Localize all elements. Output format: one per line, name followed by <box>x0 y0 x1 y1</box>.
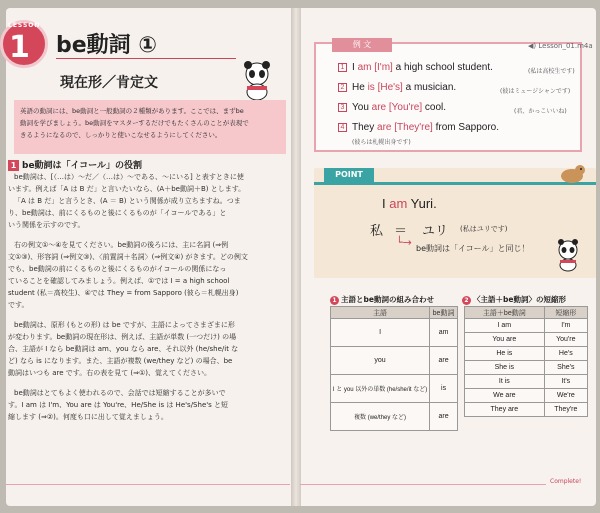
footer-line <box>6 484 290 485</box>
section-title: be動詞は「イコール」の役割 <box>22 161 143 171</box>
body-line: be動詞はとてもよく使われるので、会話では短縮することが多いで <box>14 389 226 397</box>
body-line: います。例えば「A は B だ」と言いたいなら、(A＋be動詞＋B) とします。 <box>8 185 246 193</box>
body-line: が変わります。be動詞の現在形は、例えば、主語が単数 (一つだけ) の場 <box>8 333 237 341</box>
example-translation: (彼らは札幌出身です) <box>352 139 411 146</box>
subject-be-table: 主語 be動詞 I am you are I と you 以外の単数 (he/she/it など) is 複数 (we/they など) are <box>330 306 458 431</box>
contraction-table: 主語＋be動詞 短縮形 I am I'm You are You're He is He's She is She's It is It's We are We're They are They're <box>464 306 588 417</box>
panda-icon <box>240 60 274 100</box>
body-line: 合、主語が I なら be動詞は am、you なら are、それ以外 (he/she/it な <box>8 345 239 353</box>
body-line: す。I am は I'm、You are は You're、He/She is は He's/She's と短 <box>8 401 229 409</box>
panda-icon <box>554 238 582 272</box>
page-title: be動詞 ① <box>56 33 157 58</box>
example-translation: (私は高校生です) <box>528 68 575 75</box>
equals-sign: ＝ <box>394 223 408 238</box>
footer-line <box>300 484 546 485</box>
point-english: I am Yuri. <box>382 196 437 211</box>
body-line: student (私＝高校生)、④では They = from Sapporo (彼ら＝札幌出身) <box>8 289 239 297</box>
page-subtitle: 現在形／肯定文 <box>60 75 158 91</box>
body-line: 右の例文①～④を見てください。be動詞の後ろには、主に名詞 (⇒例 <box>14 241 229 249</box>
body-line: 文①③)、形容詞 (⇒例文③)、〈前置詞＋名詞〉(⇒例文④) がきます。どの例文 <box>8 253 248 261</box>
example-label: 例 文 <box>332 38 392 52</box>
example-sentence: 3 You are [You're] cool. <box>338 102 446 113</box>
lesson-label: LESSON <box>8 22 41 29</box>
section-heading <box>8 158 142 171</box>
example-translation: (彼はミュージシャンです) <box>500 88 571 95</box>
intro-line: 動詞を学びましょう。be動詞をマスターするだけでもたくさんのことが表現で <box>20 119 249 127</box>
intro-line: きるようになるので、しっかりと使いこなせるようにしてください。 <box>20 131 222 139</box>
section-number: 1 <box>8 160 19 171</box>
point-jp-name: ユリ <box>422 223 449 238</box>
table2-heading: 2 〈主語＋be動詞〉の短縮形 <box>462 294 566 305</box>
arrow-icon: └→ <box>396 236 412 249</box>
body-line: be動詞は、[（…は）～だ／（…は）～である、～にいる] と表すときに使 <box>14 173 244 181</box>
body-line: でも、be動詞の前にくるものと後にくるものがイコールの関係になっ <box>8 265 227 273</box>
dog-icon <box>558 162 586 184</box>
example-box <box>314 42 582 152</box>
example-sentence: 2 He is [He's] a musician. <box>338 82 456 93</box>
title-underline <box>56 58 236 59</box>
body-line: り、be動詞は、前にくるものと後にくるものが「イコールである」と <box>8 209 227 217</box>
body-line: いう関係を示すのです。 <box>8 221 85 229</box>
point-arrow-text: be動詞は「イコール」と同じ！ <box>416 244 530 253</box>
book-gutter <box>291 8 301 506</box>
example-translation: (君、かっこいいね) <box>514 108 567 115</box>
body-line: 「A は B だ」と言うとき、(A ＝ B) という関係が成り立ちますね。つま <box>14 197 241 205</box>
point-jp-note: (私はユリです) <box>460 225 508 233</box>
body-line: ていることを確認してみましょう。例えば、①では I = a high school <box>8 277 230 285</box>
example-sentence: 1 I am [I'm] a high school student. <box>338 62 493 73</box>
body-line: be動詞は、原形 (もとの形) は be ですが、主語によってさまざまに形 <box>14 321 235 329</box>
point-jp-subject: 私 <box>370 223 384 238</box>
audio-file-label: ◀) Lesson_01.m4a <box>528 42 593 50</box>
point-stripe <box>314 182 596 185</box>
table1-heading: 1 主語とbe動詞の組み合わせ <box>330 294 434 305</box>
speaker-icon: ◀) <box>528 42 537 50</box>
body-line: ど) なら is になります。また、主語が複数 (we/they など) の場合、be <box>8 357 233 365</box>
complete-label: Complete! <box>550 478 582 485</box>
body-line: です。 <box>8 301 29 309</box>
body-line: 動詞はいつも are です。右の表を見て (⇒①)、覚えてください。 <box>8 369 212 377</box>
lesson-number: 1 <box>9 30 30 65</box>
example-sentence: 4 They are [They're] from Sapporo. <box>338 122 499 133</box>
body-line: 縮します (⇒②)。何度も口に出して覚えましょう。 <box>8 413 168 421</box>
intro-line: 英語の動詞には、be動詞と一般動詞の２種類があります。ここでは、まずbe <box>20 107 244 115</box>
point-label: POINT <box>324 168 374 182</box>
